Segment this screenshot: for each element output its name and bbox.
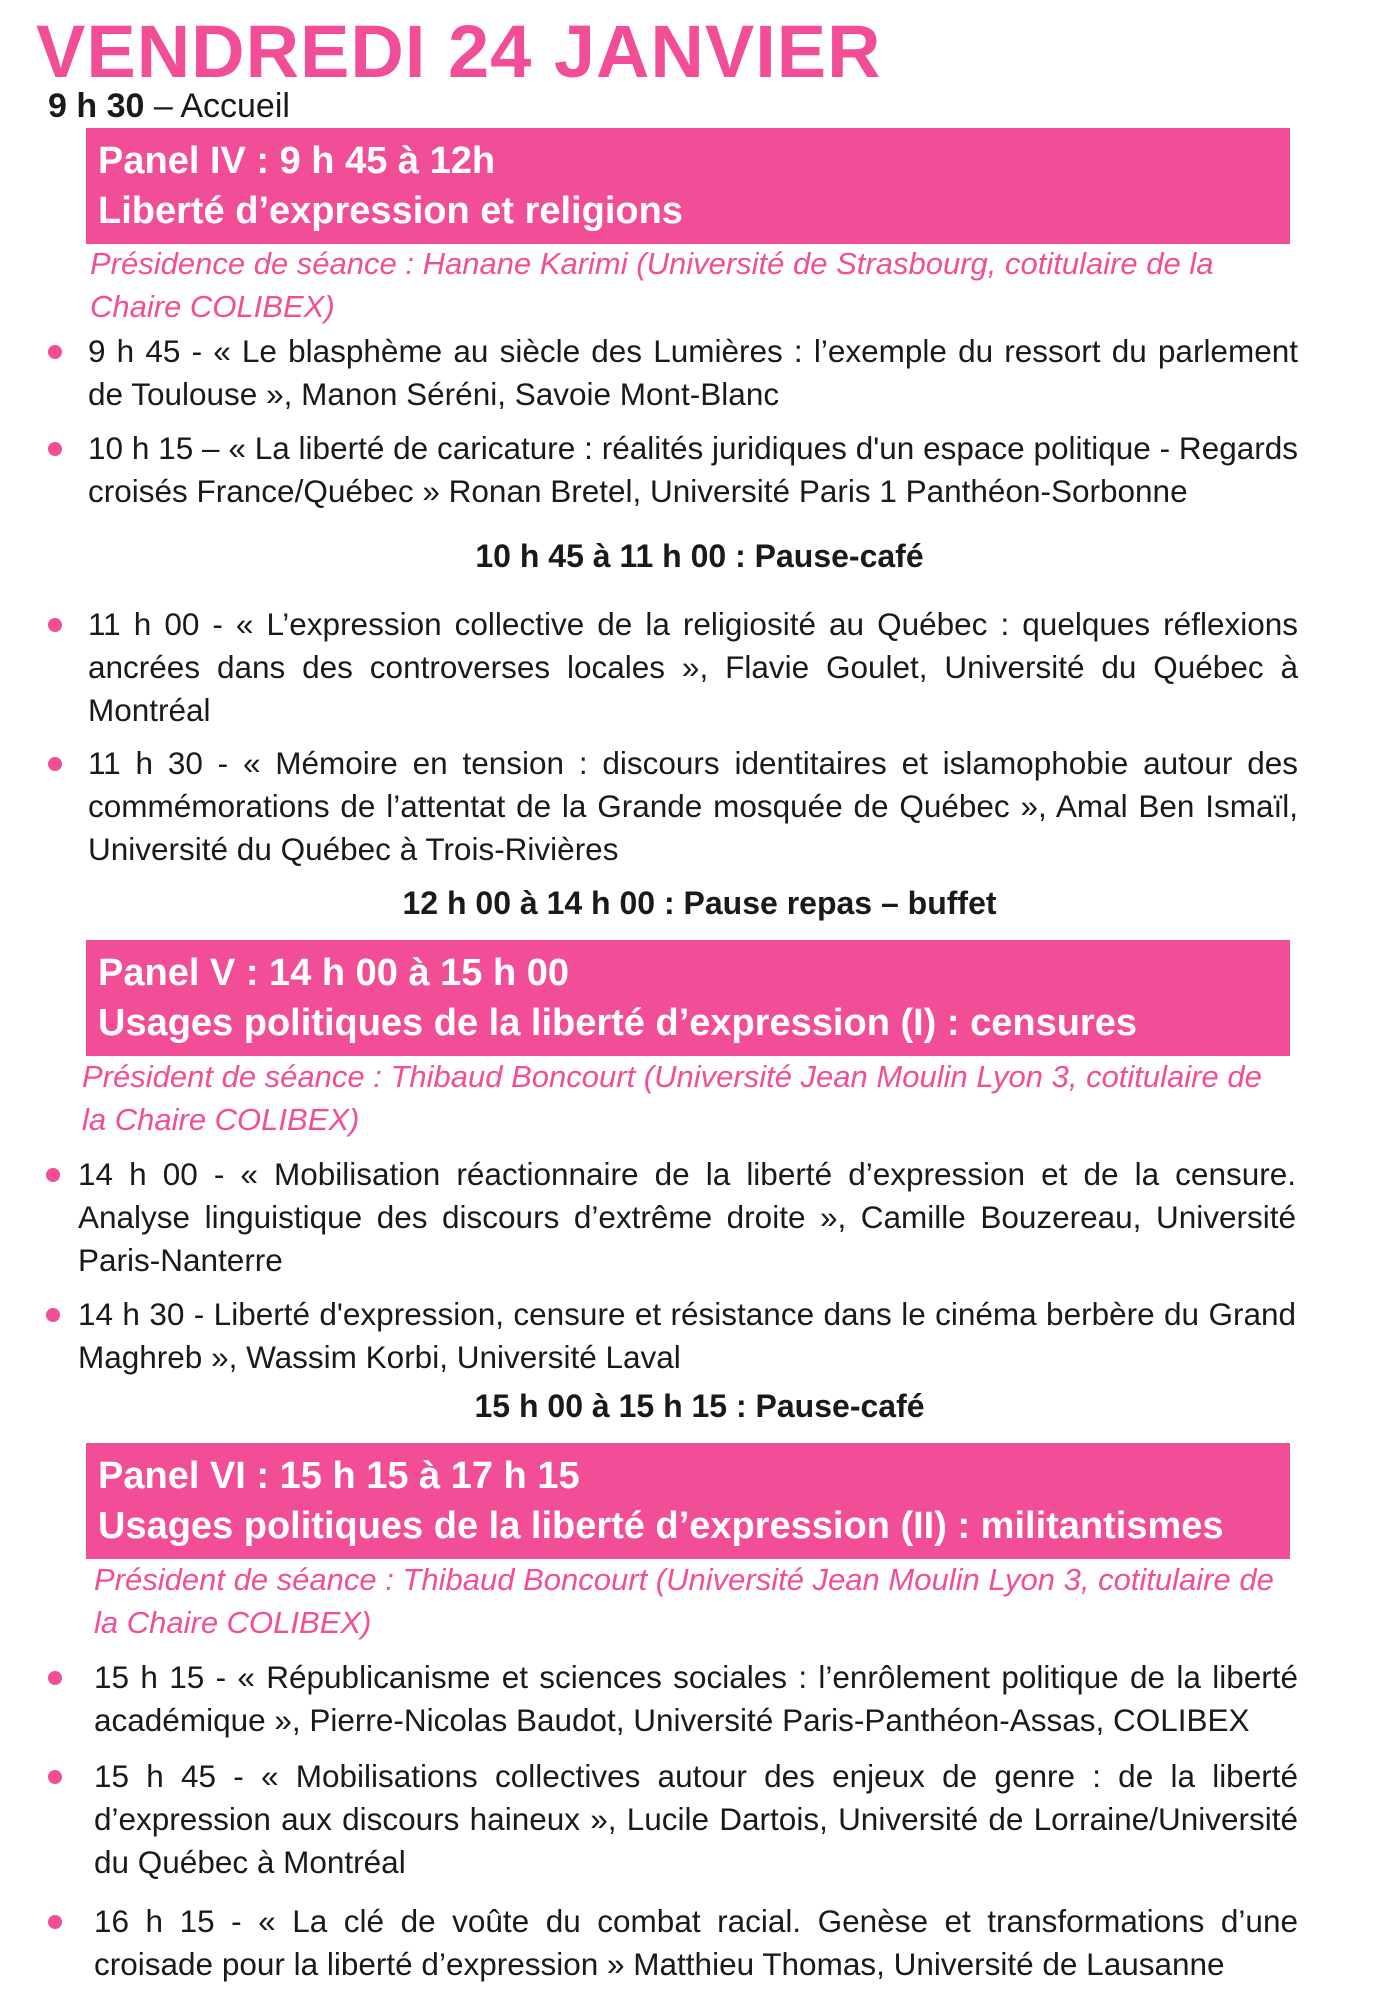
panel-subtitle: Liberté d’expression et religions <box>98 190 683 232</box>
talk-text: 11 h 30 - « Mémoire en tension : discours identitaires et islamophobie autour des commémorations de l’attentat de la Grande mosquée de Québec », Amal Ben Ismaïl, Université du Québec à Trois-Rivières <box>88 745 1298 867</box>
bullet-dot <box>46 1308 60 1322</box>
talk-item <box>48 330 1298 416</box>
bullet-dot <box>48 1915 62 1929</box>
bullet-dot <box>46 1168 60 1182</box>
bullet-dot <box>48 442 62 456</box>
panel-vi-header <box>86 1443 1290 1559</box>
break-coffee-2: 15 h 00 à 15 h 15 : Pause-café <box>474 1388 925 1424</box>
session-chair: Président de séance : Thibaud Boncourt (Université Jean Moulin Lyon 3, cotitulaire de la Chaire COLIBEX) <box>82 1059 1262 1137</box>
welcome-line <box>48 84 290 128</box>
talk-item <box>48 1755 1298 1884</box>
talk-item <box>48 427 1298 513</box>
panel-v-header <box>86 940 1290 1056</box>
panel-heading: Panel V : 14 h 00 à 15 h 00 <box>98 952 570 994</box>
talk-item <box>48 1900 1298 1986</box>
break-coffee-1: 10 h 45 à 11 h 00 : Pause-café <box>475 538 924 574</box>
talk-text: 10 h 15 – « La liberté de caricature : réalités juridiques d'un espace politique - Regards croisés France/Québec » Ronan Bretel, Université Paris 1 Panthéon-Sorbonne <box>88 430 1298 509</box>
bullet-dot <box>48 618 62 632</box>
welcome-time: 9 h 30 <box>48 87 145 125</box>
talk-item <box>48 742 1298 871</box>
talk-text: 14 h 00 - « Mobilisation réactionnaire de la liberté d’expression et de la censure. Analyse linguistique des discours d’extrême droite », Camille Bouzereau, Université Paris-Nanterre <box>78 1156 1296 1278</box>
day-title: VENDREDI 24 JANVIER <box>36 10 882 93</box>
session-chair: Président de séance : Thibaud Boncourt (Université Jean Moulin Lyon 3, cotitulaire de la Chaire COLIBEX) <box>94 1562 1274 1640</box>
bullet-dot <box>48 345 62 359</box>
panel-heading: Panel VI : 15 h 15 à 17 h 15 <box>98 1455 580 1497</box>
talk-text: 16 h 15 - « La clé de voûte du combat racial. Genèse et transformations d’une croisade pour la liberté d’expression » Matthieu Thomas, Université de Lausanne <box>94 1903 1298 1982</box>
talk-text: 9 h 45 - « Le blasphème au siècle des Lumières : l’exemple du ressort du parlement de Toulouse », Manon Séréni, Savoie Mont-Blanc <box>88 333 1298 412</box>
talk-item <box>48 1656 1298 1742</box>
bullet-dot <box>48 757 62 771</box>
session-chair: Présidence de séance : Hanane Karimi (Université de Strasbourg, cotitulaire de la Chaire COLIBEX) <box>90 246 1214 324</box>
bullet-dot <box>48 1770 62 1784</box>
talk-text: 15 h 15 - « Républicanisme et sciences sociales : l’enrôlement politique de la liberté académique », Pierre-Nicolas Baudot, Université Paris-Panthéon-Assas, COLIBEX <box>94 1659 1298 1738</box>
panel-iv-header <box>86 128 1290 244</box>
talk-text: 11 h 00 - « L’expression collective de la religiosité au Québec : quelques réflexions ancrées dans des controverses locales », Flavie Goulet, Université du Québec à Montréal <box>88 606 1298 728</box>
welcome-label: – Accueil <box>153 87 290 125</box>
talk-text: 14 h 30 - Liberté d'expression, censure et résistance dans le cinéma berbère du Grand Maghreb », Wassim Korbi, Université Laval <box>78 1296 1296 1375</box>
bullet-dot <box>48 1671 62 1685</box>
talk-item <box>46 1293 1296 1379</box>
talk-text: 15 h 45 - « Mobilisations collectives autour des enjeux de genre : de la liberté d’expression aux discours haineux », Lucile Dartois, Université de Lorraine/Université du Québec à Montréal <box>94 1758 1298 1880</box>
panel-heading: Panel IV : 9 h 45 à 12h <box>98 140 496 182</box>
talk-item <box>46 1153 1296 1282</box>
talk-item <box>48 603 1298 732</box>
break-lunch: 12 h 00 à 14 h 00 : Pause repas – buffet <box>402 885 997 921</box>
panel-subtitle: Usages politiques de la liberté d’expression (II) : militantismes <box>98 1505 1224 1547</box>
panel-subtitle: Usages politiques de la liberté d’expression (I) : censures <box>98 1002 1137 1044</box>
